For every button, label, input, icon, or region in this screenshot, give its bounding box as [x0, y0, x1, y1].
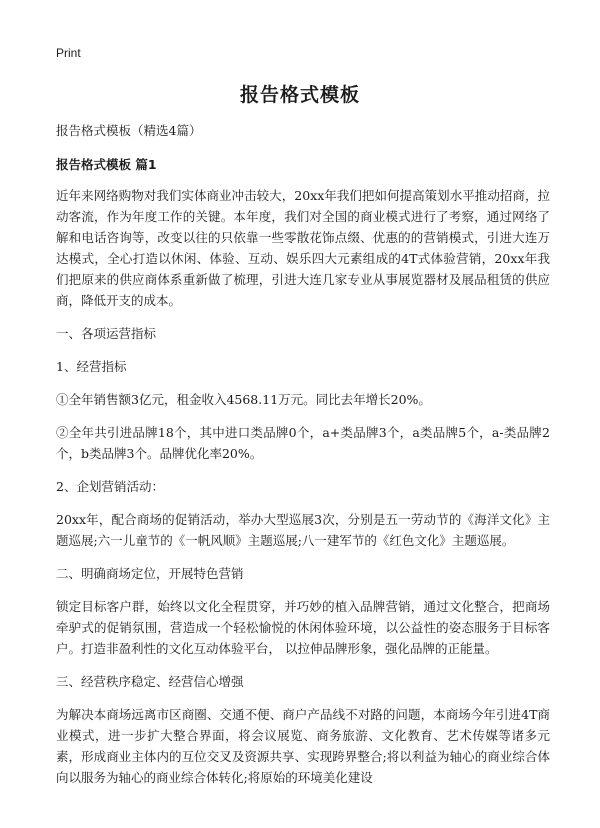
- paragraph-order-stability: 为解决本商场远离市区商圈、交通不便、商户产品线不对路的问题，本商场今年引进4T商业模式，进一步扩大整合界面，将会议展览、商务旅游、文化教育、艺术传媒等诸多元素，形成商业主体内的互位交叉及资源共享、实现跨界整合;将以利益为轴心的商业综合体向以服务为轴心的商业综合体转化;将原始的环境美化建设: [56, 707, 550, 785]
- section-heading: 报告格式模板 篇1: [56, 157, 157, 172]
- paragraph-intro: 近年来网络购物对我们实体商业冲击较大，20xx年我们把如何提高策划水平推动招商，拉动客流，作为年度工作的关键。本年度，我们对全国的商业模式进行了考察，通过网络了解和电话咨询等，改变以往的只依靠一些零散花饰点缀、优惠的的营销模式，引进大连万达模式，全心打造以休闲、体验、互动、娱乐四大元素组成的4T式体验营销，20xx年我们把原来的供应商体系重新做了梳理，引进大连几家专业从事展览器材及展品租赁的供应商，降低开支的成本。: [56, 188, 550, 308]
- document-body: [56, 120, 550, 800]
- heading-business-indicators: 1、经营指标: [56, 359, 127, 374]
- paragraph-positioning: 锁定目标客户群，始终以文化全程贯穿，并巧妙的植入品牌营销，通过文化整合，把商场 牵驴式的促销氛围，营造成一个轻松愉悦的休闲体验环境，以公益性的姿态服务于目标客户。打造非盈利性的文化互动体验平台， 以拉伸品牌形象，强化品牌的正能量。: [56, 599, 550, 656]
- document-title: 报告格式模板: [239, 84, 360, 106]
- heading-order-stability: 三、经营秩序稳定、经营信心增强: [56, 674, 244, 689]
- heading-marketing-activities: 2、企划营销活动：: [56, 479, 164, 494]
- paragraph-brands: ②全年共引进品牌18个，其中进口类品牌0个，a+类品牌3个，a类品牌5个，a-类品牌2个，b类品牌3个。品牌优化率20%。: [56, 425, 550, 461]
- document-subtitle: 报告格式模板（精选4篇）: [56, 123, 202, 138]
- print-label: Print: [56, 46, 81, 60]
- paragraph-exhibitions: 20xx年，配合商场的促销活动，举办大型巡展3次，分别是五一劳动节的《海洋文化》主题巡展;六一儿童节的《一帆风顺》主题巡展;八一建军节的《红色文化》主题巡展。: [56, 512, 550, 548]
- paragraph-sales: ①全年销售额3亿元，租金收入4568.11万元。同比去年增长20%。: [56, 392, 431, 407]
- heading-positioning: 二、明确商场定位，开展特色营销: [56, 566, 244, 581]
- heading-operating-indicators: 一、各项运营指标: [56, 326, 157, 341]
